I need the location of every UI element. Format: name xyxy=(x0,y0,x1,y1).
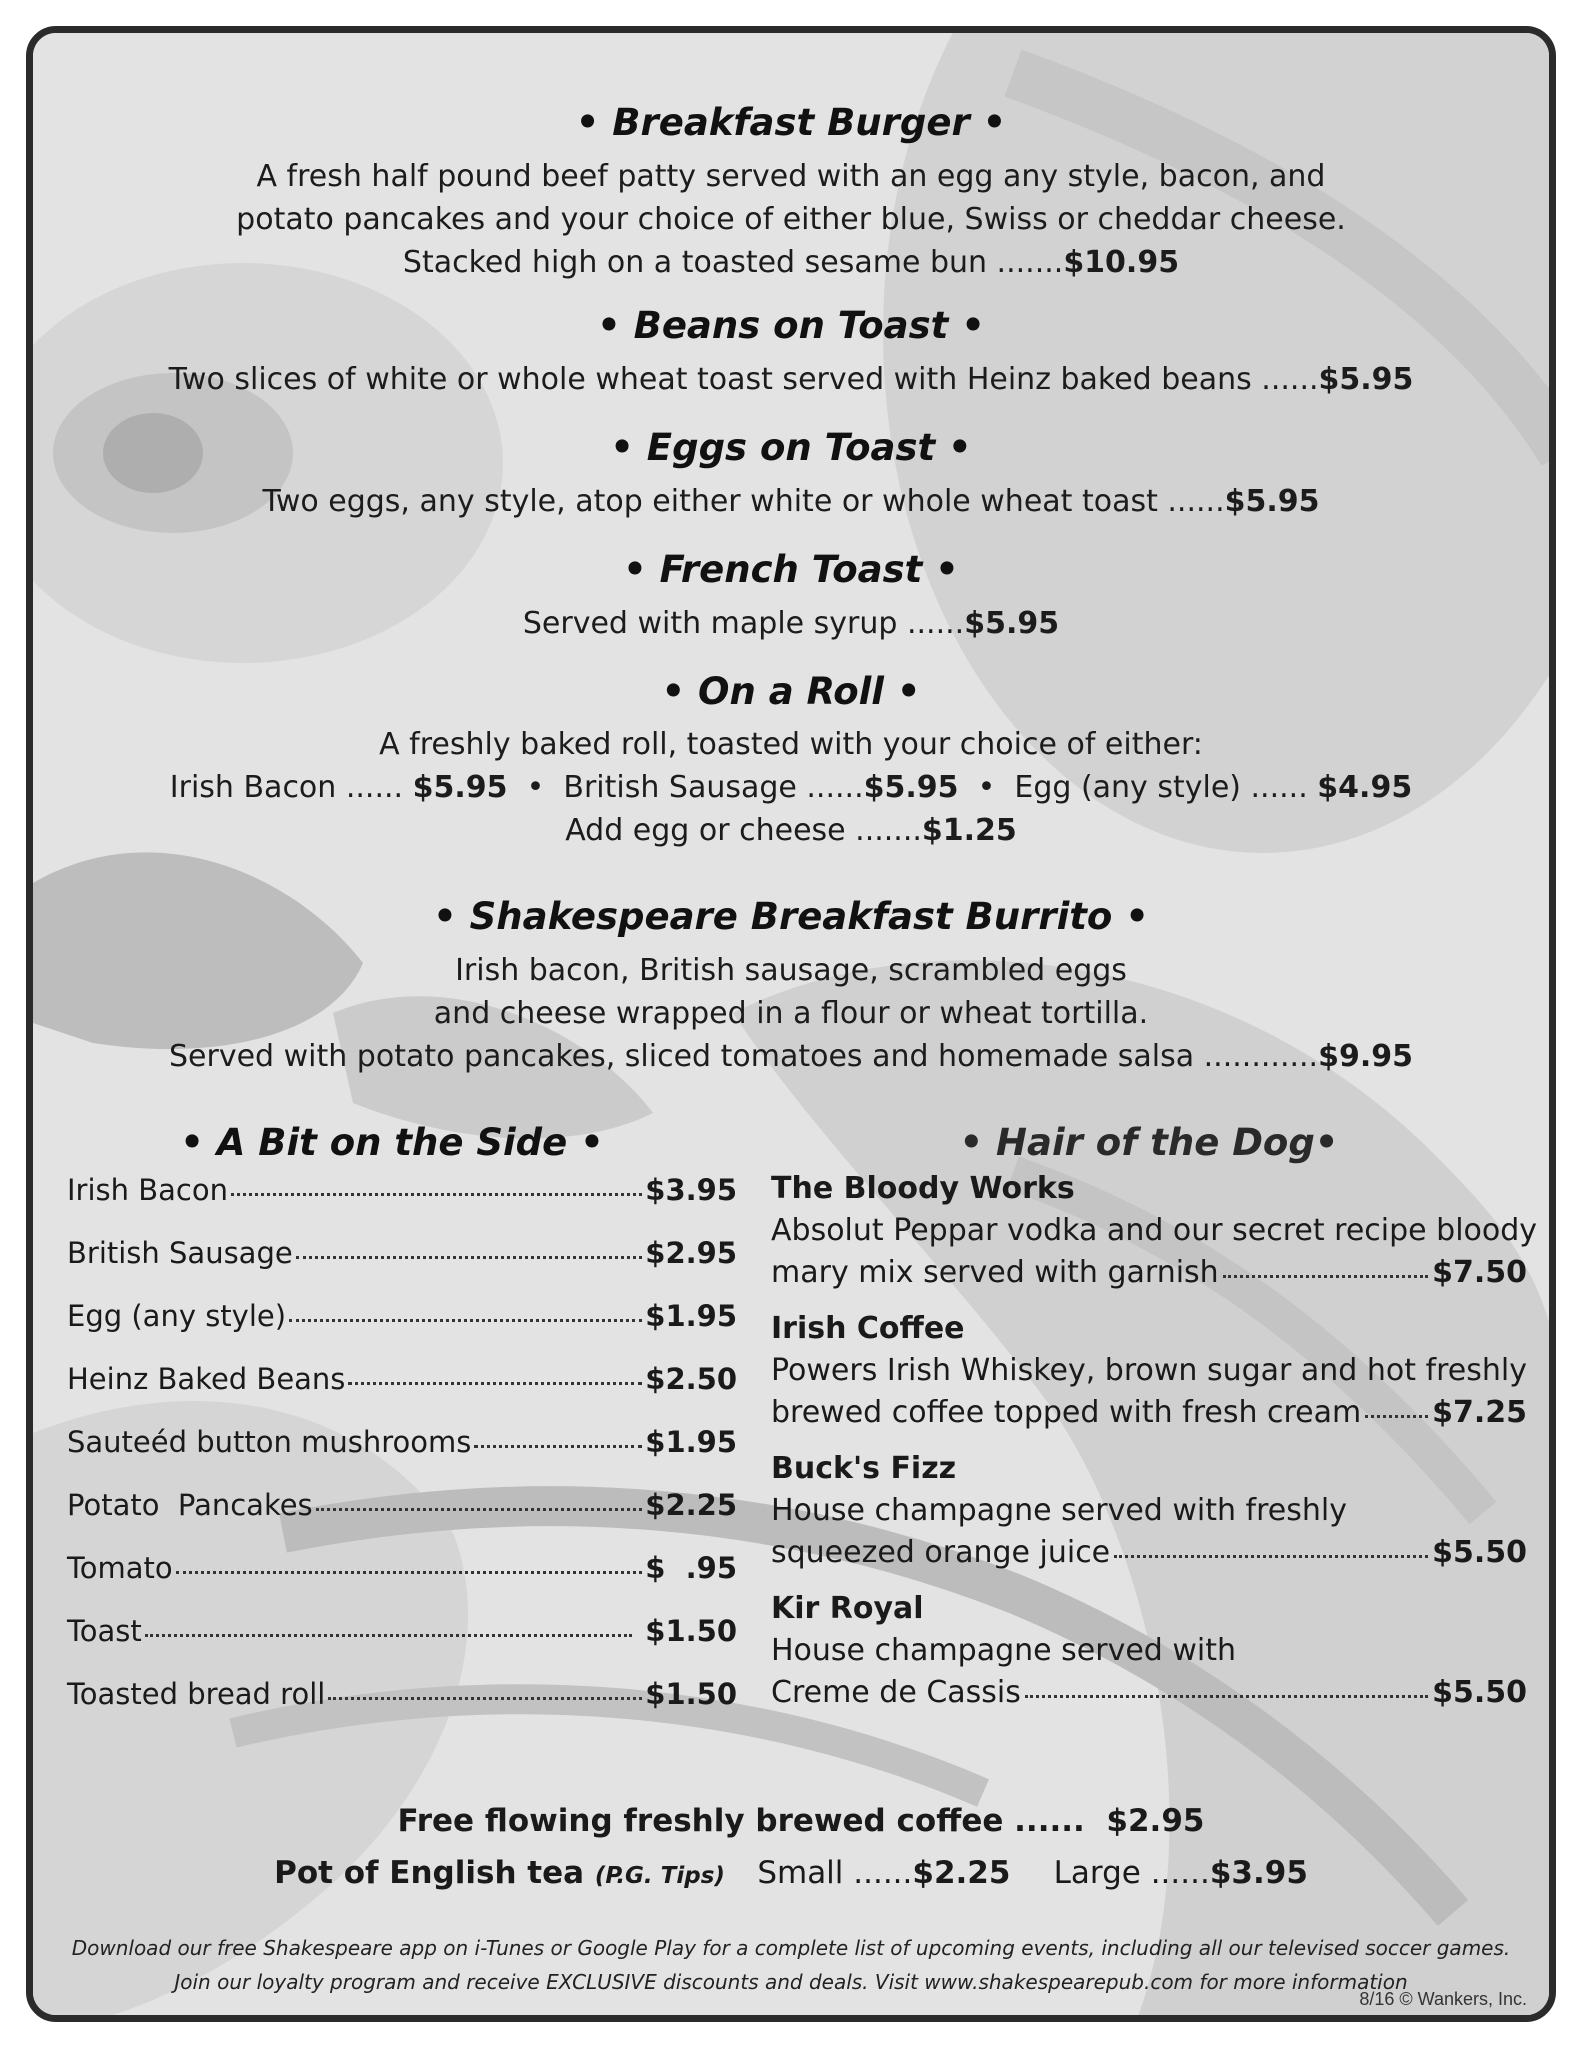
tea-line xyxy=(33,1855,1549,1891)
drink-item xyxy=(771,1448,1527,1574)
drink-name: The Bloody Works xyxy=(771,1171,1075,1206)
eggs-on-toast-desc-text: Two eggs, any style, atop either white or whole wheat toast ...... xyxy=(262,484,1225,519)
beans-on-toast-title: • Beans on Toast • xyxy=(597,304,985,347)
drink-item xyxy=(771,1168,1538,1294)
on-a-roll-options xyxy=(33,766,1549,809)
drink-desc: House champagne served with freshly xyxy=(771,1493,1347,1528)
tea-small-price: $2.25 xyxy=(912,1855,1011,1891)
menu-content xyxy=(33,33,1549,2015)
side-price: $ .95 xyxy=(645,1551,737,1585)
sides-title: • A Bit on the Side • xyxy=(180,1121,604,1164)
on-a-roll-british-sausage: British Sausage ...... xyxy=(563,770,864,805)
drink-name: Irish Coffee xyxy=(771,1311,965,1346)
breakfast-burger-desc-3-text: Stacked high on a toasted sesame bun ....... xyxy=(402,245,1064,280)
leader-dots xyxy=(289,1319,642,1322)
coffee-price: $2.95 xyxy=(1106,1803,1205,1839)
drink-desc-last xyxy=(771,1532,1527,1574)
on-a-roll-addon xyxy=(33,809,1549,852)
drink-price: $5.50 xyxy=(1432,1535,1527,1570)
leader-dots xyxy=(328,1697,642,1700)
leader-dots xyxy=(474,1445,642,1448)
side-name: Sauteéd button mushrooms xyxy=(67,1425,472,1459)
on-a-roll-irish-bacon-price: $5.95 xyxy=(412,770,508,805)
drink-name: Buck's Fizz xyxy=(771,1451,957,1486)
on-a-roll-egg-price: $4.95 xyxy=(1317,770,1413,805)
drink-price: $5.50 xyxy=(1432,1675,1527,1710)
side-name: Egg (any style) xyxy=(67,1299,287,1333)
breakfast-burger-price: $10.95 xyxy=(1063,245,1180,280)
side-price: $2.50 xyxy=(645,1362,737,1396)
drink-desc-last xyxy=(771,1252,1527,1294)
leader-dots xyxy=(296,1256,643,1259)
on-a-roll-desc: A freshly baked roll, toasted with your choice of either: xyxy=(379,727,1203,762)
burrito-title: • Shakespeare Breakfast Burrito • xyxy=(433,895,1149,938)
side-name: Tomato xyxy=(67,1551,173,1585)
eggs-on-toast-desc xyxy=(33,480,1549,523)
side-price: $2.95 xyxy=(645,1236,737,1270)
drink-desc: Powers Irish Whiskey, brown sugar and hot freshly xyxy=(771,1353,1527,1388)
burrito-desc-2: and cheese wrapped in a flour or wheat tortilla. xyxy=(433,996,1149,1031)
tea-text: Pot of English tea xyxy=(274,1855,585,1891)
drink-desc-last xyxy=(771,1672,1527,1714)
drink-desc-last xyxy=(771,1392,1527,1434)
breakfast-burger-title: • Breakfast Burger • xyxy=(575,101,1007,144)
leader-dots xyxy=(1025,1695,1428,1698)
drinks-section xyxy=(771,1121,1538,1714)
leader-dots xyxy=(1365,1415,1428,1418)
drink-desc: Absolut Peppar vodka and our secret recipe bloody xyxy=(771,1213,1538,1248)
side-price: $1.50 xyxy=(645,1677,737,1711)
sides-list xyxy=(67,1173,737,1740)
beans-on-toast-price: $5.95 xyxy=(1318,362,1414,397)
side-price: $2.25 xyxy=(645,1488,737,1522)
tea-large-price: $3.95 xyxy=(1209,1855,1308,1891)
list-item xyxy=(67,1236,737,1299)
list-item xyxy=(67,1488,737,1551)
leader-dots xyxy=(316,1508,643,1511)
drink-desc-text: squeezed orange juice xyxy=(771,1535,1111,1570)
on-a-roll-title: • On a Roll • xyxy=(661,670,921,713)
drinks-list xyxy=(771,1168,1538,1714)
french-toast-desc xyxy=(33,602,1549,645)
drink-name: Kir Royal xyxy=(771,1591,924,1626)
side-name: Toast xyxy=(67,1614,142,1648)
on-a-roll-separator-1: • xyxy=(526,770,545,805)
breakfast-burger-desc-1: A fresh half pound beef patty served with an egg any style, bacon, and xyxy=(256,159,1326,194)
side-price: $3.95 xyxy=(645,1173,737,1207)
breakfast-burger-desc-3 xyxy=(33,241,1549,284)
leader-dots xyxy=(145,1634,632,1637)
beans-on-toast-desc-text: Two slices of white or whole wheat toast served with Heinz baked beans ...... xyxy=(168,362,1319,397)
list-item xyxy=(67,1362,737,1425)
breakfast-burger-desc-2: potato pancakes and your choice of either blue, Swiss or cheddar cheese. xyxy=(236,202,1346,237)
beans-on-toast-desc xyxy=(33,358,1549,401)
side-price: $1.50 xyxy=(635,1614,737,1648)
list-item xyxy=(67,1299,737,1362)
on-a-roll-british-sausage-price: $5.95 xyxy=(863,770,959,805)
on-a-roll-egg: Egg (any style) ...... xyxy=(1014,770,1308,805)
tea-small-label: Small ...... xyxy=(757,1855,913,1891)
drink-desc-text: brewed coffee topped with fresh cream xyxy=(771,1395,1362,1430)
tea-large-label: Large ...... xyxy=(1053,1855,1210,1891)
on-a-roll-separator-2: • xyxy=(977,770,996,805)
footer-line-1: Download our free Shakespeare app on i-Tunes or Google Play for a complete list of upcoming events, including all our televised soccer games. xyxy=(71,1936,1511,1960)
coffee-line xyxy=(33,1803,1549,1839)
on-a-roll-irish-bacon: Irish Bacon ...... xyxy=(169,770,404,805)
leader-dots xyxy=(231,1193,642,1196)
drink-desc-text: Creme de Cassis xyxy=(771,1675,1021,1710)
burrito-desc-3 xyxy=(33,1035,1549,1078)
drink-desc: House champagne served with xyxy=(771,1633,1236,1668)
burrito-desc-1: Irish bacon, British sausage, scrambled eggs xyxy=(455,953,1127,988)
drink-item xyxy=(771,1588,1527,1714)
copyright: 8/16 © Wankers, Inc. xyxy=(1359,1989,1527,2009)
french-toast-desc-text: Served with maple syrup ...... xyxy=(522,606,965,641)
sides-section xyxy=(67,1121,737,1740)
list-item xyxy=(67,1173,737,1236)
leader-dots xyxy=(348,1382,642,1385)
side-name: British Sausage xyxy=(67,1236,293,1270)
list-item xyxy=(67,1551,737,1614)
drink-price: $7.50 xyxy=(1432,1255,1527,1290)
on-a-roll-addon-price: $1.25 xyxy=(921,813,1017,848)
side-name: Toasted bread roll xyxy=(67,1677,326,1711)
drink-item xyxy=(771,1308,1527,1434)
on-a-roll-addon-text: Add egg or cheese ....... xyxy=(565,813,922,848)
side-price: $1.95 xyxy=(645,1425,737,1459)
list-item xyxy=(67,1425,737,1488)
burrito-price: $9.95 xyxy=(1318,1039,1413,1074)
tea-note: (P.G. Tips) xyxy=(594,1863,725,1889)
leader-dots xyxy=(176,1571,643,1574)
menu-frame xyxy=(26,26,1556,2022)
burrito-desc-3-text: Served with potato pancakes, sliced tomatoes and homemade salsa ............ xyxy=(169,1039,1319,1074)
drink-price: $7.25 xyxy=(1432,1395,1527,1430)
french-toast-title: • French Toast • xyxy=(623,548,959,591)
eggs-on-toast-title: • Eggs on Toast • xyxy=(610,426,972,469)
side-name: Heinz Baked Beans xyxy=(67,1362,346,1396)
leader-dots xyxy=(1114,1555,1428,1558)
side-name: Irish Bacon xyxy=(67,1173,228,1207)
drink-desc-text: mary mix served with garnish xyxy=(771,1255,1219,1290)
drinks-title: • Hair of the Dog• xyxy=(959,1121,1339,1164)
list-item xyxy=(67,1677,737,1740)
footer-line-2: Join our loyalty program and receive EXCLUSIVE discounts and deals. Visit www.shakespearepub.com for more information xyxy=(174,1970,1408,1994)
leader-dots xyxy=(1223,1275,1428,1278)
side-name: Potato Pancakes xyxy=(67,1488,313,1522)
french-toast-price: $5.95 xyxy=(964,606,1060,641)
side-price: $1.95 xyxy=(645,1299,737,1333)
eggs-on-toast-price: $5.95 xyxy=(1224,484,1320,519)
list-item xyxy=(67,1614,737,1677)
coffee-text: Free flowing freshly brewed coffee ...... xyxy=(397,1803,1085,1839)
